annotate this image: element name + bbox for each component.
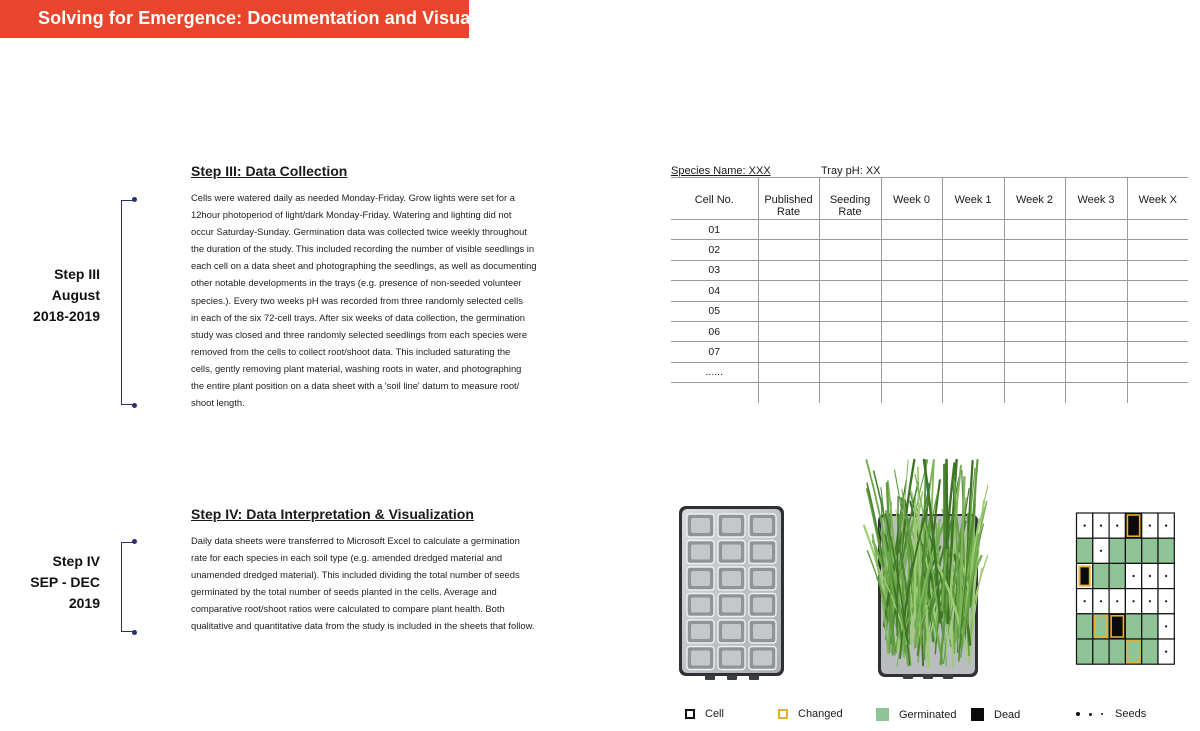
data-cell: [942, 301, 1004, 321]
data-cell: [942, 281, 1004, 301]
grid-cell: [1109, 538, 1125, 563]
data-cell: [942, 362, 1004, 382]
data-cell: [1004, 342, 1065, 362]
text-line: Daily data sheets were transferred to Microsoft Excel to calculate a germination: [191, 535, 520, 546]
cell-status-grid: [1074, 511, 1178, 671]
cell-swatch: [685, 709, 695, 719]
data-cell: [1004, 321, 1065, 341]
grid-cell: [1142, 614, 1158, 639]
changed-dead-marker: [1080, 566, 1090, 585]
data-cell: [758, 240, 819, 260]
cell-number: 04: [708, 284, 721, 297]
data-cell: [1127, 240, 1188, 260]
data-cell: [1004, 383, 1065, 403]
step4-heading: Step IV: Data Interpretation & Visualization: [191, 506, 474, 522]
seed-dot: [1149, 525, 1151, 527]
grid-cell: [1125, 614, 1141, 639]
data-cell: [819, 260, 881, 280]
legend-germinated: Germinated: [876, 708, 956, 721]
seed-dot: [1165, 600, 1167, 602]
cell-number: [671, 383, 758, 403]
data-cell: [1004, 240, 1065, 260]
tray-ph: Tray pH: XX: [821, 165, 881, 177]
data-cell: [819, 321, 881, 341]
data-cell: [758, 321, 819, 341]
grown-tray-image: [858, 456, 988, 681]
empty-tray-image: [677, 504, 786, 682]
step3-label: Step III August 2018-2019: [33, 266, 100, 324]
data-cell: [758, 383, 819, 403]
text-line: unamended dredged material). This included dividing the total number of seeds: [191, 569, 520, 581]
legend-cell: Cell: [685, 708, 724, 720]
table-row: [671, 383, 1188, 403]
data-cell: [881, 281, 942, 301]
step4-bracket: [121, 542, 134, 632]
table-row: [671, 281, 1188, 301]
text-line: other notable developments in the trays (e.g. presence of non-seeded volunteer: [191, 277, 522, 289]
step3-bracket: [121, 200, 134, 405]
changed-swatch: [778, 709, 788, 719]
text-line: Cells were watered daily as needed Monday-Friday. Grow lights were set for a: [191, 192, 515, 203]
step3-description: [191, 189, 537, 411]
seed-dot: [1165, 575, 1167, 577]
table-row: [671, 362, 1188, 382]
text-line: germinated by the total number of seeds planted in the cells. Average and: [191, 586, 497, 598]
legend-dead: Dead: [971, 708, 1020, 721]
seed-dot: [1084, 600, 1086, 602]
dead-marker: [1127, 515, 1139, 536]
data-cell: [942, 383, 1004, 403]
data-cell: [1127, 281, 1188, 301]
column-header: Week 1: [942, 178, 1004, 220]
page-title: Solving for Emergence: Documentation and Visualization: [38, 8, 534, 28]
text-line: shoot length.: [191, 397, 245, 409]
column-header: Cell No.: [694, 194, 734, 206]
text-line: comparative root/shoot ratios were calculated to compare plant health. Both: [191, 603, 505, 615]
data-cell: [1004, 301, 1065, 321]
data-cell: [819, 240, 881, 260]
table-row: [671, 260, 1188, 280]
legend-changed: Changed: [778, 708, 843, 720]
data-cell: [819, 301, 881, 321]
column-header: Week X: [1127, 178, 1188, 220]
column-header: Week 3: [1065, 178, 1127, 220]
data-cell: [881, 362, 942, 382]
text-line: in each of the six 72-cell trays. After six weeks of data collection, the germination: [191, 311, 526, 323]
text-line: the duration of the study. This included recording the number of visible seedlings in: [191, 243, 535, 255]
legend-seeds: Seeds: [1076, 708, 1146, 720]
data-cell: [881, 240, 942, 260]
text-line: 12hour photoperiod of light/dark Monday-Friday. Watering and lighting did not: [191, 209, 512, 221]
germinated-swatch: [876, 708, 889, 721]
text-line: species.). Every two weeks pH was recorded from three randomly selected cells: [191, 294, 523, 306]
data-cell: [819, 220, 881, 240]
cell-number: 07: [708, 346, 721, 359]
dead-swatch: [971, 708, 984, 721]
data-cell: [758, 220, 819, 240]
step4-label: Step IV SEP - DEC 2019: [30, 553, 100, 611]
data-cell: [1127, 362, 1188, 382]
datasheet-header: [671, 165, 881, 177]
cell-number: 01: [708, 223, 721, 236]
column-header: Published Rate: [758, 178, 819, 220]
grid-cell: [1077, 538, 1093, 563]
table-row: [671, 342, 1188, 362]
table-row: [671, 240, 1188, 260]
data-cell: [819, 362, 881, 382]
data-cell: [1127, 301, 1188, 321]
seed-dot: [1165, 525, 1167, 527]
text-line: each cell on a data sheet and photographing the seedlings, as well as documenting: [191, 260, 537, 272]
data-cell: [1065, 342, 1127, 362]
seed-dot: [1132, 575, 1134, 577]
cell-number: 05: [708, 305, 721, 318]
data-cell: [1065, 383, 1127, 403]
data-cell: [758, 260, 819, 280]
seed-dot: [1100, 550, 1102, 552]
grid-cell: [1142, 639, 1158, 664]
data-cell: [1065, 220, 1127, 240]
data-cell: [819, 281, 881, 301]
text-line: the entire plant position on a data sheet with a 'soil line' datum to measure root/: [191, 380, 520, 392]
grid-cell: [1109, 563, 1125, 588]
cell-number: 03: [708, 264, 721, 277]
table-header-row: [671, 178, 1188, 220]
grid-cell: [1077, 639, 1093, 664]
column-header: Week 0: [881, 178, 942, 220]
data-cell: [942, 260, 1004, 280]
data-cell: [819, 383, 881, 403]
table-row: [671, 321, 1188, 341]
grid-cell: [1093, 639, 1109, 664]
data-cell: [1004, 260, 1065, 280]
seed-dot: [1132, 600, 1134, 602]
data-cell: [1127, 220, 1188, 240]
cell-number: 02: [708, 244, 721, 257]
grid-cell: [1158, 538, 1174, 563]
data-sheet-table: [671, 177, 1188, 403]
data-cell: [1065, 301, 1127, 321]
grid-cell: [1109, 639, 1125, 664]
grass-blade: [915, 518, 916, 618]
seed-dot: [1116, 600, 1118, 602]
data-cell: [819, 342, 881, 362]
data-cell: [1065, 321, 1127, 341]
data-cell: [1127, 383, 1188, 403]
data-cell: [758, 342, 819, 362]
text-line: removed from the cells to collect root/shoot data. This included saturating the: [191, 345, 511, 357]
data-cell: [1127, 260, 1188, 280]
title-banner: [0, 0, 534, 38]
data-cell: [1065, 240, 1127, 260]
seed-dot: [1116, 525, 1118, 527]
dead-marker: [1111, 616, 1123, 637]
cell-number: ......: [705, 366, 723, 379]
data-cell: [881, 321, 942, 341]
data-cell: [1065, 260, 1127, 280]
data-cell: [942, 240, 1004, 260]
grass-blade: [890, 541, 891, 619]
seed-dot: [1165, 625, 1167, 627]
data-cell: [942, 342, 1004, 362]
seed-dot: [1100, 525, 1102, 527]
data-cell: [881, 220, 942, 240]
text-line: qualitative and quantitative data from the study is included in the sheets that follow.: [191, 620, 535, 632]
data-cell: [1004, 281, 1065, 301]
data-cell: [881, 260, 942, 280]
data-cell: [942, 220, 1004, 240]
grass-blade: [944, 465, 945, 613]
data-cell: [758, 362, 819, 382]
data-cell: [881, 383, 942, 403]
text-line: study was closed and three randomly selected seedlings from each species were: [191, 328, 528, 340]
grid-cell: [1142, 538, 1158, 563]
text-line: rate for each species in each soil type (e.g. amended dredged material and: [191, 552, 503, 564]
data-cell: [942, 321, 1004, 341]
table-row: [671, 301, 1188, 321]
species-name: Species Name: XXX: [671, 165, 771, 177]
seed-dot: [1149, 600, 1151, 602]
grid-cell: [1125, 538, 1141, 563]
seed-dot: [1165, 651, 1167, 653]
data-cell: [758, 281, 819, 301]
seeds-swatch: [1076, 712, 1103, 716]
data-cell: [1127, 321, 1188, 341]
column-header: Seeding Rate: [819, 178, 881, 220]
column-header: Week 2: [1004, 178, 1065, 220]
data-cell: [881, 342, 942, 362]
seed-dot: [1084, 525, 1086, 527]
step4-description: [191, 532, 534, 635]
data-cell: [1065, 281, 1127, 301]
cell-number: 06: [708, 325, 721, 338]
data-cell: [881, 301, 942, 321]
data-cell: [758, 301, 819, 321]
data-cell: [1065, 362, 1127, 382]
data-cell: [1004, 220, 1065, 240]
step3-heading: Step III: Data Collection: [191, 163, 348, 179]
seed-dot: [1100, 600, 1102, 602]
text-line: cells, gently removing plant material, washing roots in water, and photographing: [191, 362, 522, 374]
data-cell: [1004, 362, 1065, 382]
text-line: occur Saturday-Sunday. Germination data was collected twice weekly throughout: [191, 226, 527, 238]
seed-dot: [1149, 575, 1151, 577]
grid-cell: [1093, 563, 1109, 588]
grid-cell: [1077, 614, 1093, 639]
table-row: [671, 220, 1188, 240]
data-cell: [1127, 342, 1188, 362]
